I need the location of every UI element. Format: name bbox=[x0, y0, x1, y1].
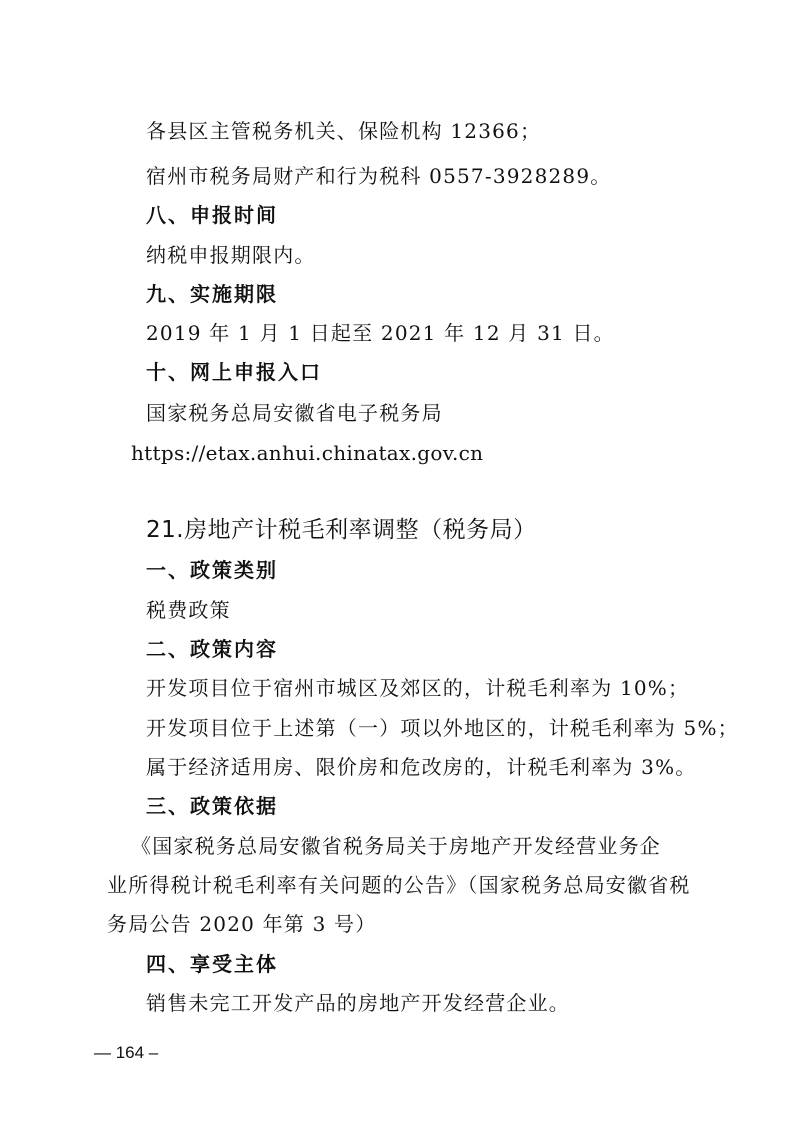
policy-content-line: 属于经济适用房、限价房和危改房的，计税毛利率为 3%。 bbox=[146, 755, 697, 779]
policy-category-text: 税费政策 bbox=[146, 598, 231, 622]
page-number: — 164 – bbox=[94, 1043, 159, 1062]
policy-basis-line: 业所得税计税毛利率有关问题的公告》（国家税务总局安徽省税 bbox=[107, 873, 691, 897]
implementation-period-text: 2019 年 1 月 1 日起至 2021 年 12 月 31 日。 bbox=[146, 321, 615, 345]
section-heading-policy-category: 一、政策类别 bbox=[146, 558, 278, 582]
policy-basis-line: 务局公告 2020 年第 3 号） bbox=[107, 912, 377, 936]
beneficiary-text: 销售未完工开发产品的房地产开发经营企业。 bbox=[146, 991, 570, 1015]
item-title: 21.房地产计税毛利率调整（税务局） bbox=[146, 517, 537, 543]
contact-line-county: 各县区主管税务机关、保险机构 12366； bbox=[146, 119, 542, 143]
section-heading-policy-content: 二、政策内容 bbox=[146, 637, 278, 661]
policy-content-line: 开发项目位于上述第（一）项以外地区的，计税毛利率为 5%； bbox=[146, 716, 739, 740]
section-heading-implementation-period: 九、实施期限 bbox=[146, 282, 278, 306]
policy-basis-line: 《国家税务总局安徽省税务局关于房地产开发经营业务企 bbox=[131, 834, 661, 858]
online-entry-name: 国家税务总局安徽省电子税务局 bbox=[146, 401, 443, 425]
section-heading-declaration-time: 八、申报时间 bbox=[146, 203, 278, 227]
section-heading-beneficiary: 四、享受主体 bbox=[146, 952, 278, 976]
declaration-time-text: 纳税申报期限内。 bbox=[146, 243, 316, 267]
section-heading-policy-basis: 三、政策依据 bbox=[146, 794, 278, 818]
online-entry-url[interactable]: https://etax.anhui.chinatax.gov.cn bbox=[131, 441, 484, 465]
section-heading-online-entry: 十、网上申报入口 bbox=[146, 360, 322, 384]
policy-content-line: 开发项目位于宿州市城区及郊区的，计税毛利率为 10%； bbox=[146, 676, 690, 700]
contact-line-city: 宿州市税务局财产和行为税科 0557-3928289。 bbox=[146, 164, 612, 188]
